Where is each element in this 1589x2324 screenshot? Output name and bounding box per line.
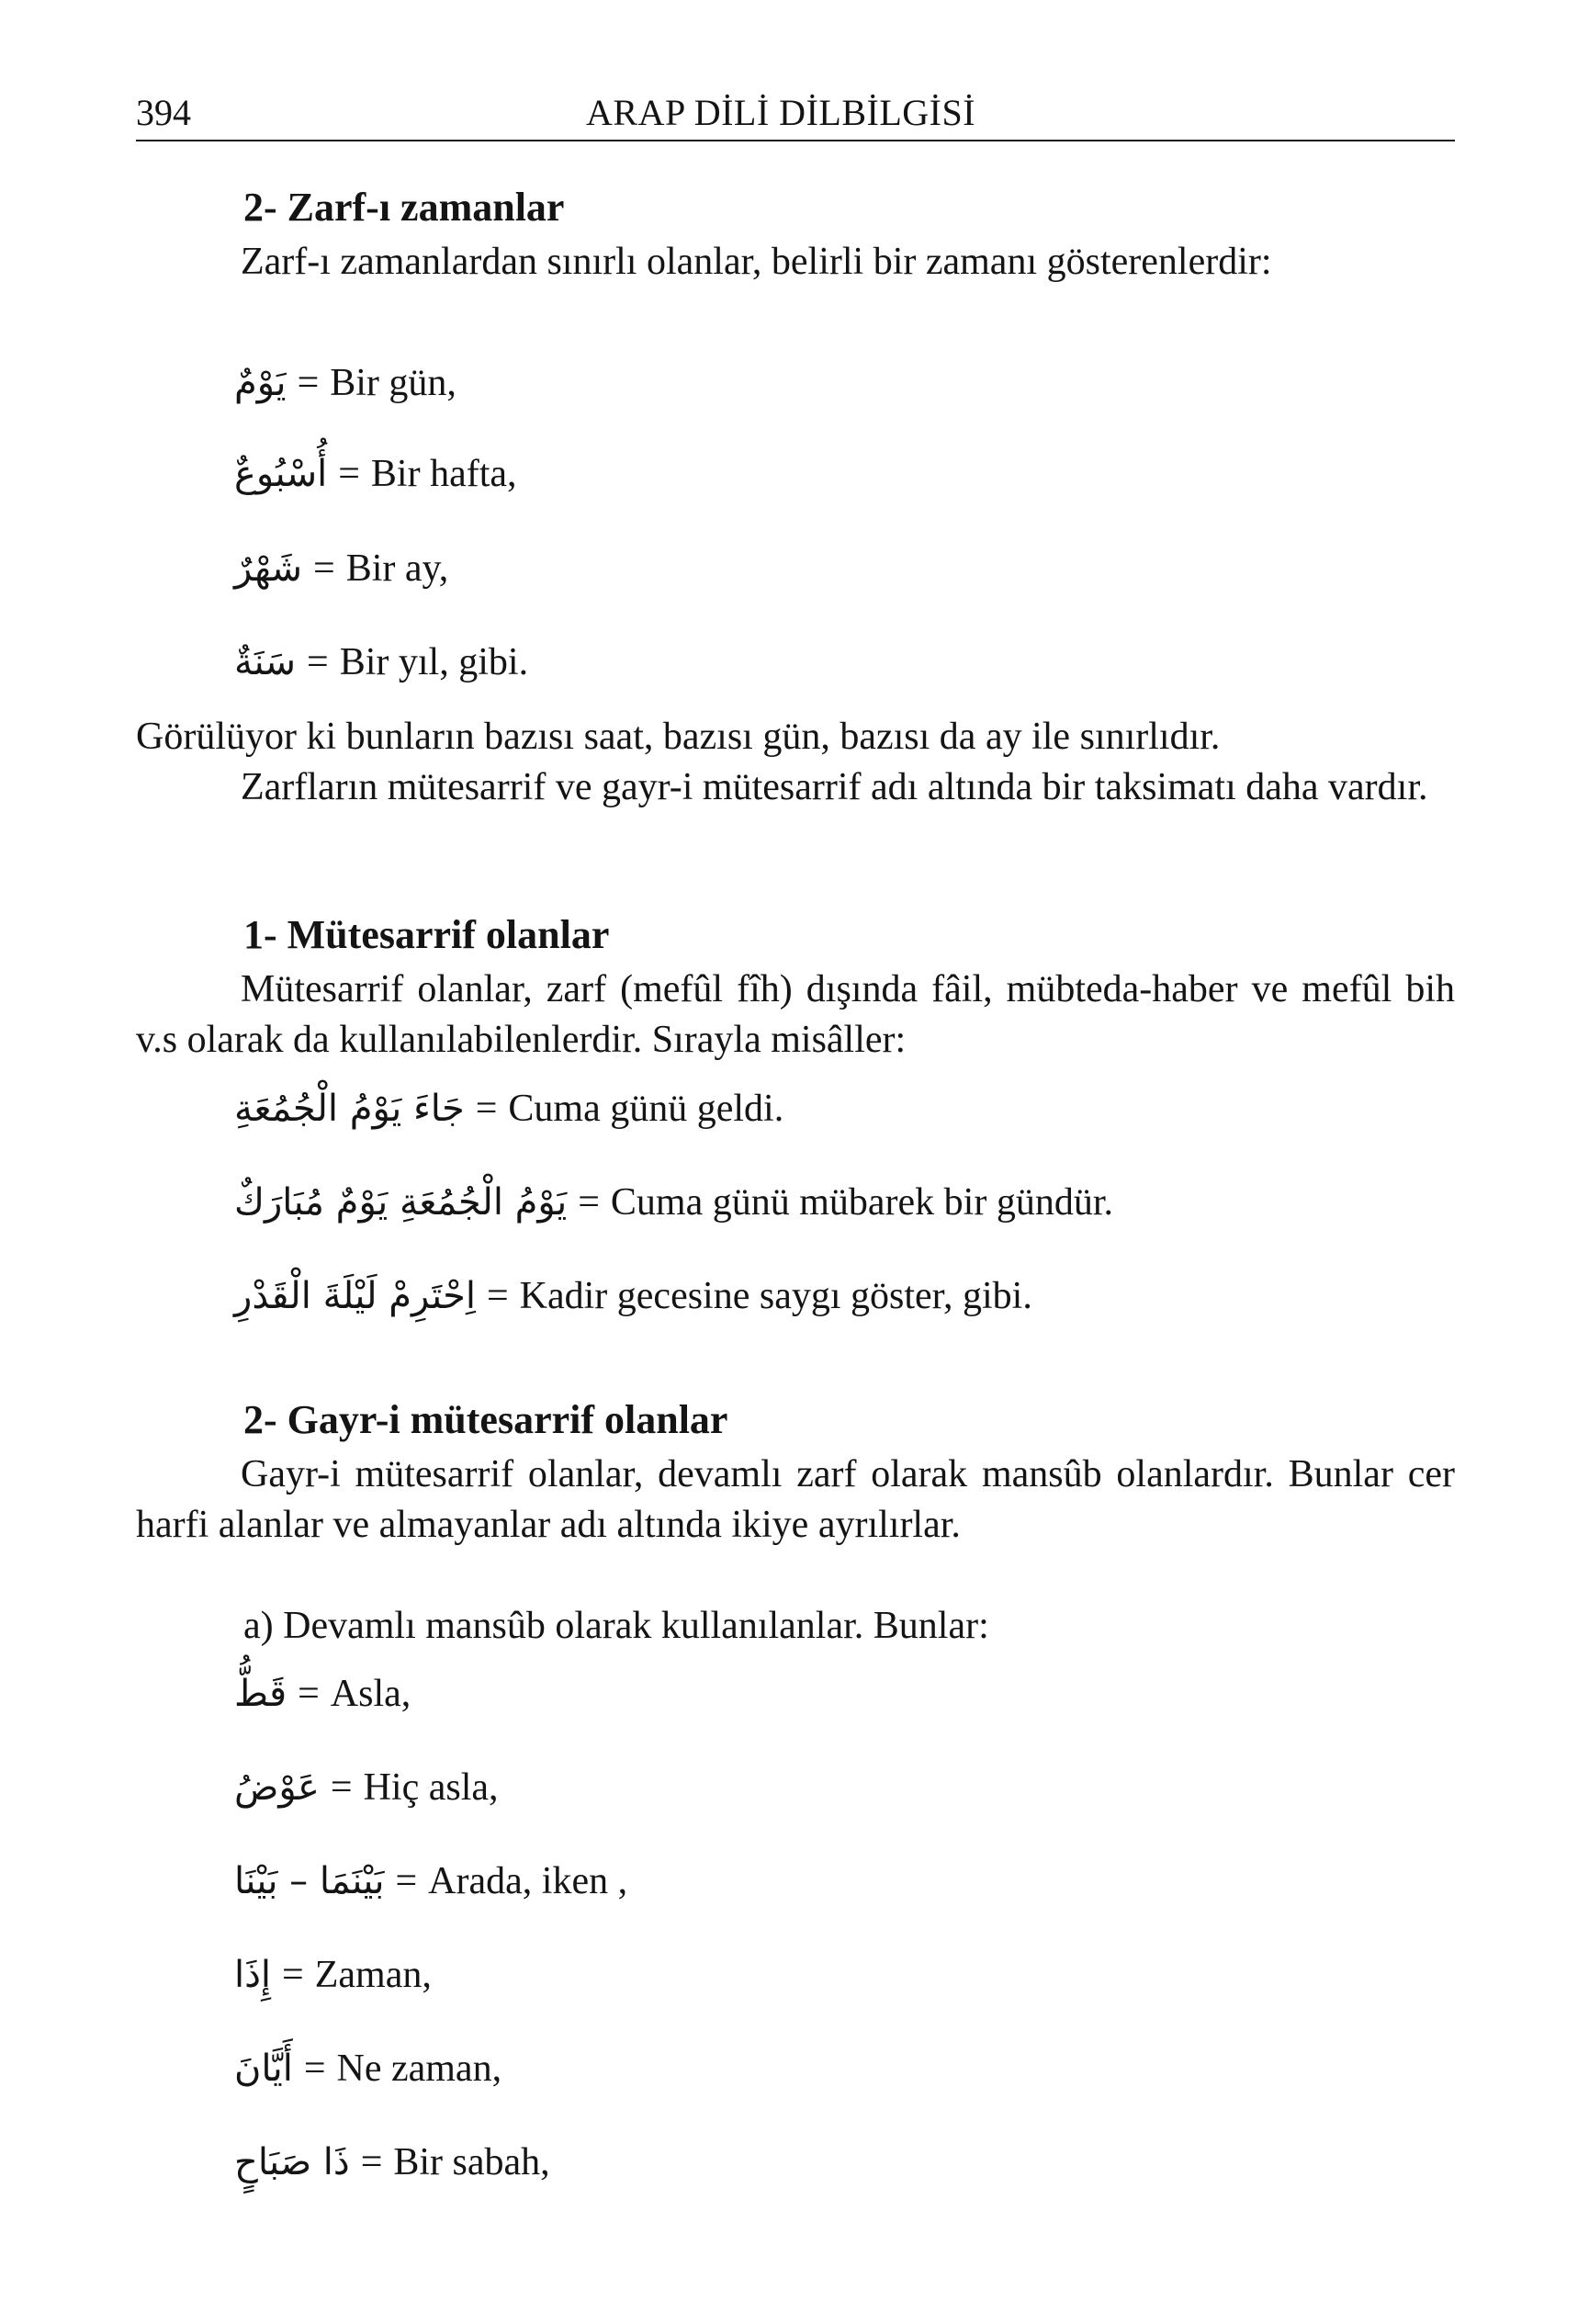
definition-row: [234, 361, 456, 405]
example-row: [234, 1087, 783, 1131]
section1-note: Görülüyor ki bunların bazısı saat, bazısı gün, bazısı da ay ile sınırlıdır.: [136, 716, 1221, 758]
equals-sign: =: [298, 1673, 320, 1715]
meaning-text: Arada, iken ,: [428, 1860, 628, 1902]
section-heading-mutesarrif: 1- Mütesarrif olanlar: [243, 912, 610, 957]
definition-row: [234, 1672, 411, 1716]
section3-intro: Gayr-i mütesarrif olanlar, devamlı zarf olarak mansûb olanlardır. Bunlar cer harfi alanlar ve almayanlar adı altında ikiye ayrılırlar.: [136, 1453, 1455, 1546]
equals-sign: =: [307, 641, 329, 683]
meaning-text: Bir yıl, gibi.: [339, 641, 529, 683]
equals-sign: =: [330, 1766, 353, 1809]
example-row: [234, 1274, 1032, 1318]
page-header: [136, 85, 1455, 141]
arabic-word: إِذَا: [234, 1954, 272, 1996]
arabic-word: ذَا صَبَاحٍ: [234, 2141, 350, 2183]
arabic-word: قَطُّ: [234, 1673, 287, 1715]
definition-row: [234, 1766, 499, 1810]
meaning-text: Bir hafta,: [370, 453, 517, 495]
running-title: ARAP DİLİ DİLBİLGİSİ: [586, 92, 976, 133]
page-number: 394: [136, 92, 191, 133]
meaning-text: Kadir gecesine saygı göster, gibi.: [519, 1275, 1032, 1317]
definition-row: [234, 1953, 432, 1997]
section2-intro: Mütesarrif olanlar, zarf (mefûl fîh) dışında fâil, mübteda-haber ve mefûl bih v.s olarak da kullanılabilenlerdir. Sırayla misâller:: [136, 968, 1455, 1061]
arabic-word: عَوْضُ: [234, 1766, 320, 1809]
arabic-word: شَهْرٌ: [234, 547, 303, 590]
meaning-text: Asla,: [330, 1673, 411, 1715]
meaning-text: Bir gün,: [330, 362, 456, 404]
equals-sign: =: [360, 2141, 383, 2183]
meaning-text: Bir sabah,: [393, 2141, 550, 2183]
equals-sign: =: [486, 1275, 509, 1317]
arabic-word: أَيَّانَ: [234, 2048, 293, 2090]
example-row: [234, 1180, 1113, 1224]
section-heading-gayr-i-mutesarrif: 2- Gayr-i mütesarrif olanlar: [243, 1397, 728, 1442]
arabic-word: بَيْنَمَا – بَيْنَا: [234, 1860, 385, 1902]
definition-row: [234, 640, 528, 684]
section3-sub-a: a) Devamlı mansûb olarak kullanılanlar. Bunlar:: [243, 1605, 989, 1647]
definition-row: [234, 547, 448, 591]
definition-row: [234, 1859, 627, 1903]
equals-sign: =: [313, 547, 335, 590]
equals-sign: =: [395, 1860, 418, 1902]
equals-sign: =: [282, 1954, 304, 1996]
arabic-phrase: جَاءَ يَوْمُ الْجُمُعَةِ: [234, 1088, 465, 1130]
equals-sign: =: [303, 2048, 326, 2090]
equals-sign: =: [578, 1181, 600, 1224]
arabic-phrase: اِحْتَرِمْ لَيْلَةَ الْقَدْرِ: [234, 1275, 476, 1317]
meaning-text: Bir ay,: [345, 547, 449, 590]
definition-row: [234, 2140, 550, 2184]
meaning-text: Cuma günü mübarek bir gündür.: [610, 1181, 1114, 1224]
section-heading-zarf-zamanlar: 2- Zarf-ı zamanlar: [243, 185, 565, 230]
equals-sign: =: [338, 453, 360, 495]
arabic-word: سَنَةٌ: [234, 641, 297, 683]
meaning-text: Zaman,: [314, 1954, 432, 1996]
section1-intro: Zarf-ı zamanlardan sınırlı olanlar, belirli bir zamanı gösterenlerdir:: [241, 241, 1272, 283]
arabic-word: يَوْمٌ: [234, 362, 287, 404]
meaning-text: Ne zaman,: [336, 2048, 502, 2090]
definition-row: [234, 452, 517, 496]
definition-row: [234, 2047, 501, 2091]
arabic-word: أُسْبُوعٌ: [234, 453, 328, 495]
equals-sign: =: [297, 362, 320, 404]
meaning-text: Hiç asla,: [363, 1766, 499, 1809]
arabic-phrase: يَوْمُ الْجُمُعَةِ يَوْمٌ مُبَارَكٌ: [234, 1181, 568, 1224]
meaning-text: Cuma günü geldi.: [508, 1088, 784, 1130]
equals-sign: =: [475, 1088, 498, 1130]
section1-note: Zarfların mütesarrif ve gayr-i mütesarrif adı altında bir taksimatı daha vardır.: [241, 766, 1428, 808]
